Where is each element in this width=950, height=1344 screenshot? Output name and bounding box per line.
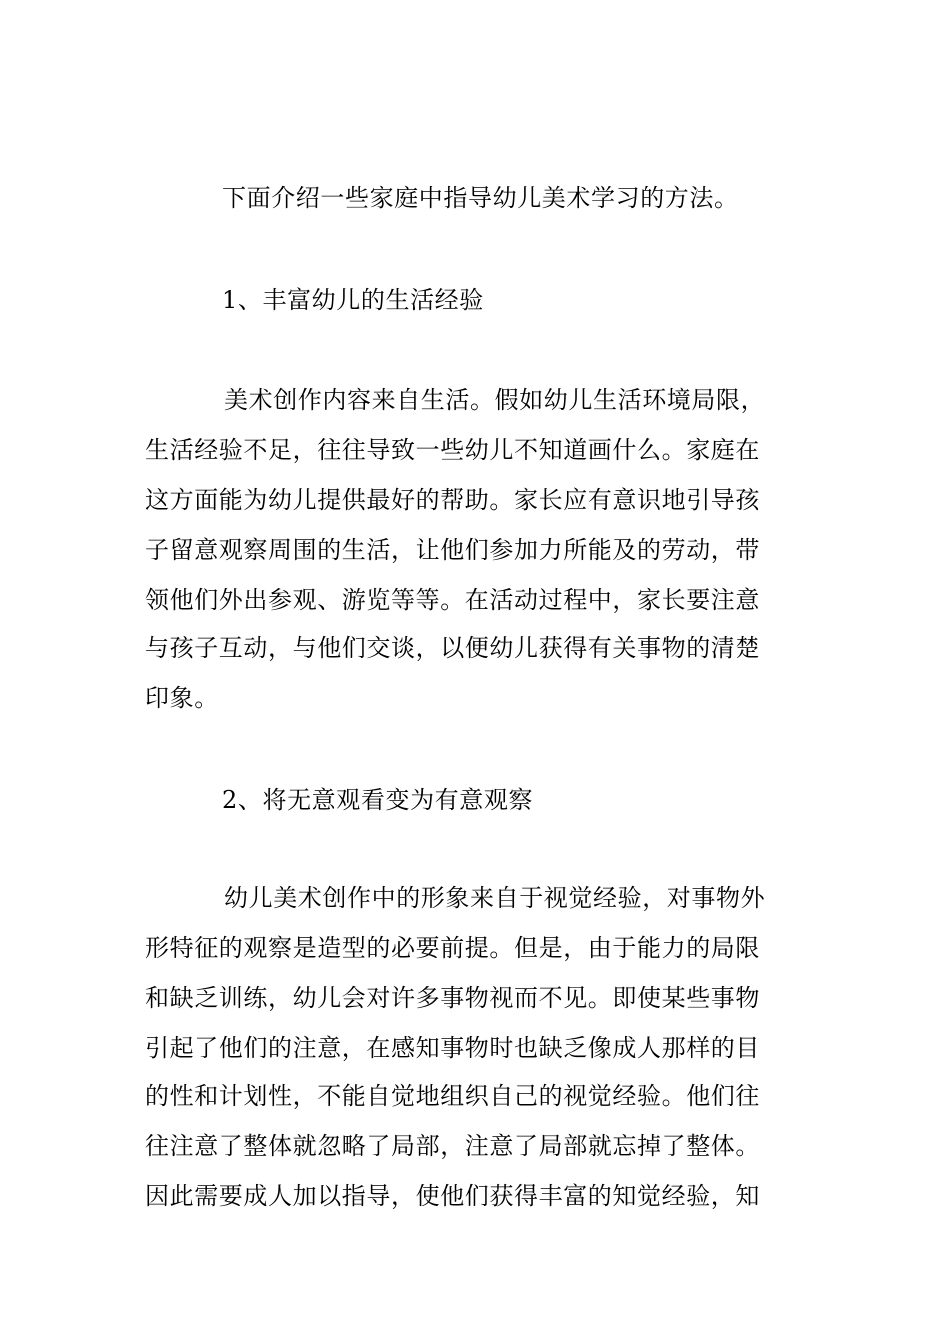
- section-2-line-6: 往注意了整体就忽略了局部，注意了局部就忘掉了整体。: [145, 1132, 760, 1160]
- section-1-line-4: 子留意观察周围的生活，让他们参加力所能及的劳动，带: [145, 536, 760, 564]
- section-2-line-4: 引起了他们的注意，在感知事物时也缺乏像成人那样的目: [145, 1034, 760, 1062]
- section-2-line-7: 因此需要成人加以指导，使他们获得丰富的知觉经验，知: [145, 1182, 760, 1210]
- intro-paragraph: 下面介绍一些家庭中指导幼儿美术学习的方法。: [222, 184, 739, 212]
- section-1-heading: 1、丰富幼儿的生活经验: [222, 286, 484, 314]
- section-1-line-2: 生活经验不足，往往导致一些幼儿不知道画什么。家庭在: [145, 436, 760, 464]
- section-1-line-5: 领他们外出参观、游览等等。在活动过程中，家长要注意: [145, 586, 760, 614]
- section-1-line-7: 印象。: [145, 684, 219, 712]
- section-1-line-6: 与孩子互动，与他们交谈，以便幼儿获得有关事物的清楚: [145, 634, 760, 662]
- section-2-line-1: 幼儿美术创作中的形象来自于视觉经验，对事物外: [224, 884, 766, 912]
- section-2-line-2: 形特征的观察是造型的必要前提。但是，由于能力的局限: [145, 934, 760, 962]
- section-2-heading: 2、将无意观看变为有意观察: [222, 786, 534, 814]
- section-2-line-5: 的性和计划性，不能自觉地组织自己的视觉经验。他们往: [145, 1082, 760, 1110]
- section-1-line-3: 这方面能为幼儿提供最好的帮助。家长应有意识地引导孩: [145, 486, 760, 514]
- section-2-line-3: 和缺乏训练，幼儿会对许多事物视而不见。即使某些事物: [145, 984, 760, 1012]
- section-1-line-1: 美术创作内容来自生活。假如幼儿生活环境局限，: [224, 386, 766, 414]
